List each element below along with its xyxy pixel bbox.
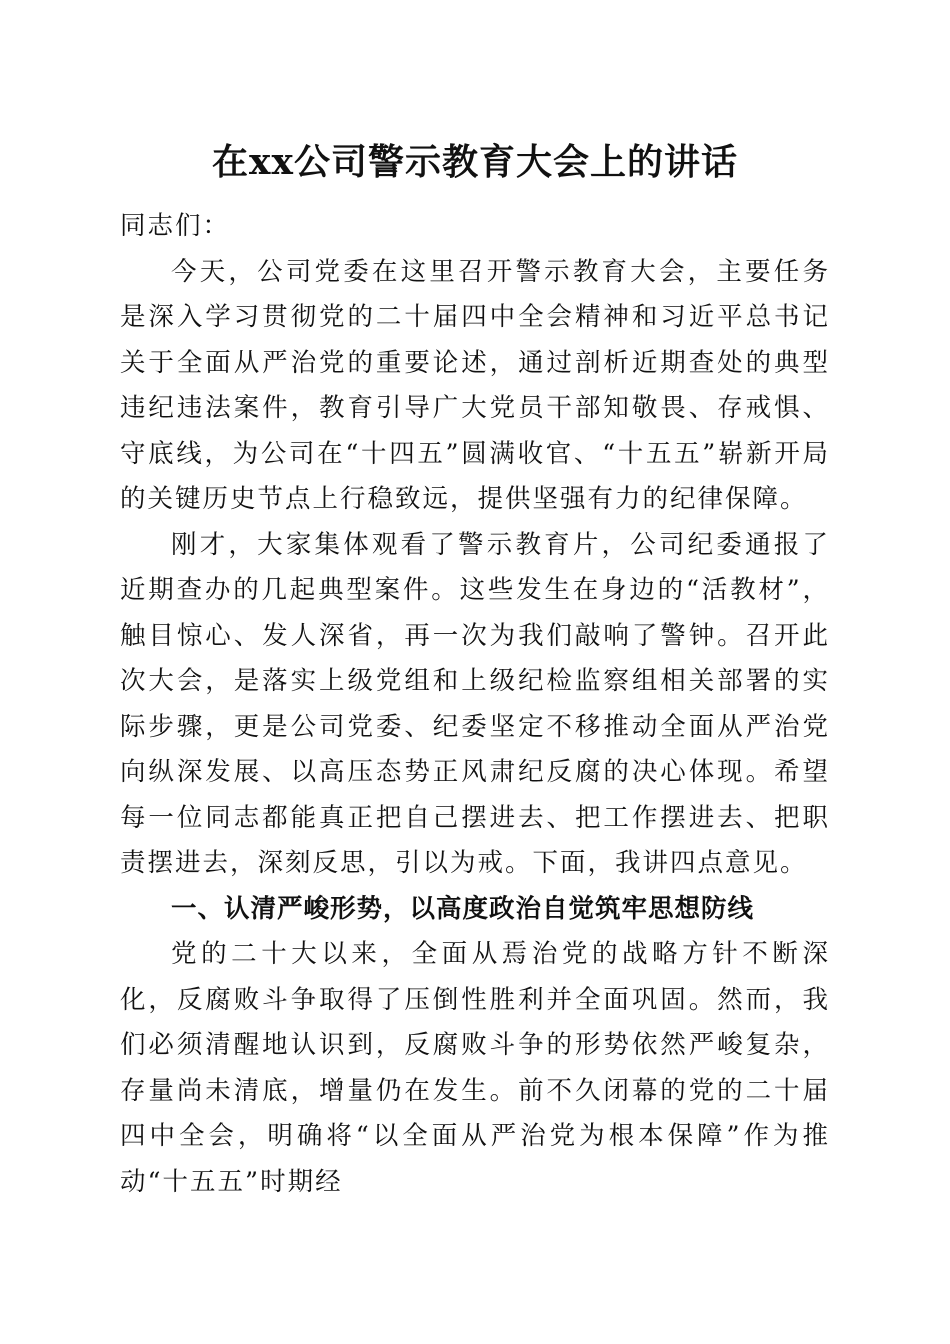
- document-body: [120, 204, 830, 1205]
- paragraph-opening: 今天，公司党委在这里召开警示教育大会，主要任务是深入学习贯彻党的二十届四中全会精神和习近平总书记关于全面从严治党的重要论述，通过剖析近期查处的典型违纪违法案件，教育引导广大党员干部知敬畏、存戒惧、守底线，为公司在“十四五”圆满收官、“十五五”崭新开局的关键历史节点上行稳致远，提供坚强有力的纪律保障。: [120, 256, 830, 514]
- paragraph-context: 刚才，大家集体观看了警示教育片，公司纪委通报了近期查办的几起典型案件。这些发生在身边的“活教材”，触目惊心、发人深省，再一次为我们敲响了警钟。召开此次大会，是落实上级党组和上级纪检监察组相关部署的实际步骤，更是公司党委、纪委坚定不移推动全面从严治党向纵深发展、以高压态势正风肃纪反腐的决心体现。希望每一位同志都能真正把自己摆进去、把工作摆进去、把职责摆进去，深刻反思，引以为戒。下面，我讲四点意见。: [120, 529, 830, 878]
- salutation: 同志们：: [120, 211, 231, 241]
- section-paragraph: 党的二十大以来，全面从焉治党的战略方针不断深化，反腐败斗争取得了压倒性胜利并全面巩固。然而，我们必须清醒地认识到，反腐败斗争的形势依然严峻复杂，存量尚未清底，增量仍在发生。前不久闭幕的党的二十届四中全会，明确将“以全面从严治党为根本保障”作为推动“十五五”时期经: [120, 939, 830, 1197]
- document-title: 在xx公司警示教育大会上的讲话: [212, 141, 738, 183]
- section-heading: 一、认清严峻形势，以高度政治自觉筑牢思想防线: [171, 893, 755, 924]
